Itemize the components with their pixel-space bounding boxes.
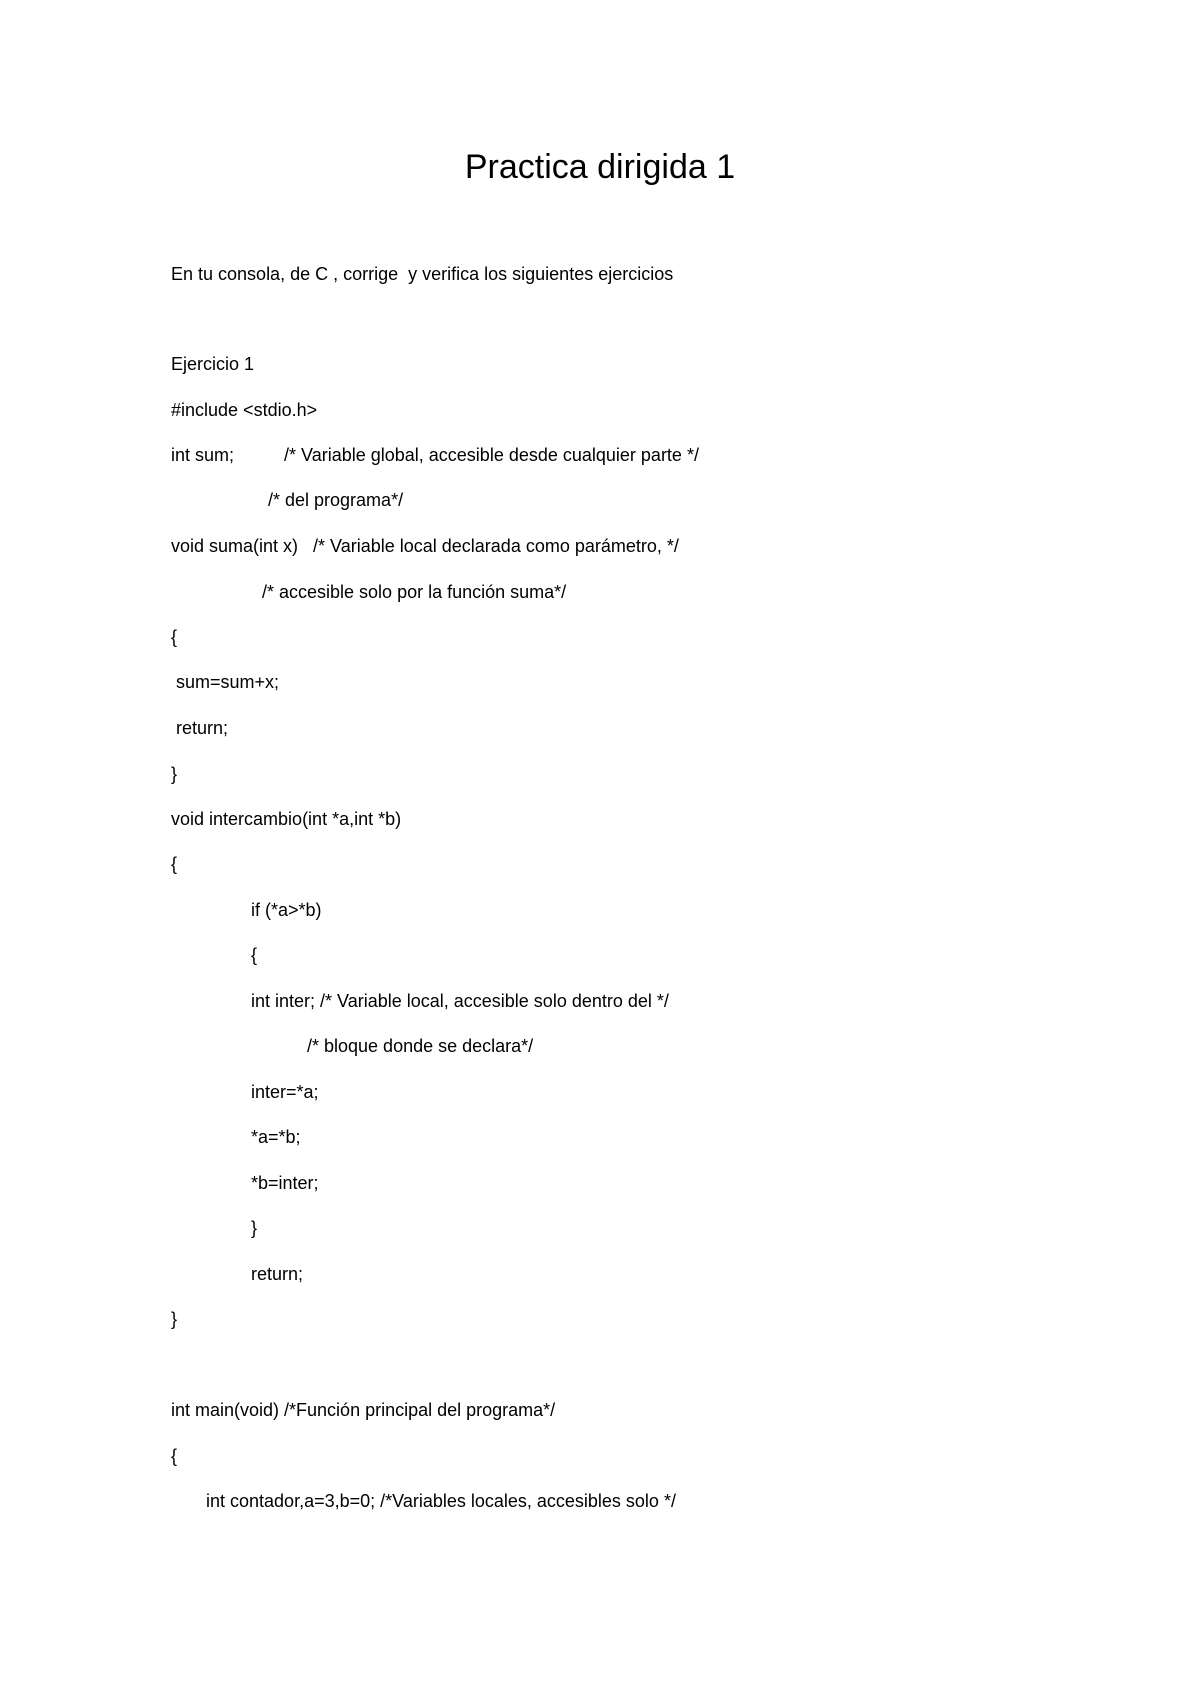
document-title: Practica dirigida 1 [464,148,736,186]
code-line: void suma(int x) /* Variable local declarada como parámetro, */ [171,536,679,556]
code-line: { [171,627,178,647]
code-line: if (*a>*b) [251,900,322,920]
code-line: { [171,854,178,874]
code-line: inter=*a; [251,1082,319,1102]
code-line: } [171,764,178,784]
code-line: /* bloque donde se declara*/ [307,1036,534,1056]
code-line: { [171,1446,178,1466]
code-line: int inter; /* Variable local, accesible solo dentro del */ [251,991,669,1011]
code-line: int sum; /* Variable global, accesible desde cualquier parte */ [171,445,699,465]
code-line: return; [251,1264,304,1284]
code-line: int main(void) /*Función principal del programa*/ [171,1400,556,1420]
code-line: #include <stdio.h> [171,400,318,420]
intro-text: En tu consola, de C , corrige y verifica los siguientes ejercicios [171,264,674,284]
code-line: } [251,1218,258,1238]
exercise-heading: Ejercicio 1 [171,354,255,374]
code-line: sum=sum+x; [171,672,280,692]
code-line: return; [171,718,229,738]
code-line: int contador,a=3,b=0; /*Variables locales, accesibles solo */ [206,1491,676,1511]
code-line: *a=*b; [251,1127,301,1147]
code-line: /* accesible solo por la función suma*/ [262,582,567,602]
code-line: void intercambio(int *a,int *b) [171,809,402,829]
code-line: /* del programa*/ [268,490,404,510]
code-line: { [251,945,258,965]
code-line: *b=inter; [251,1173,319,1193]
code-line: } [171,1309,178,1329]
